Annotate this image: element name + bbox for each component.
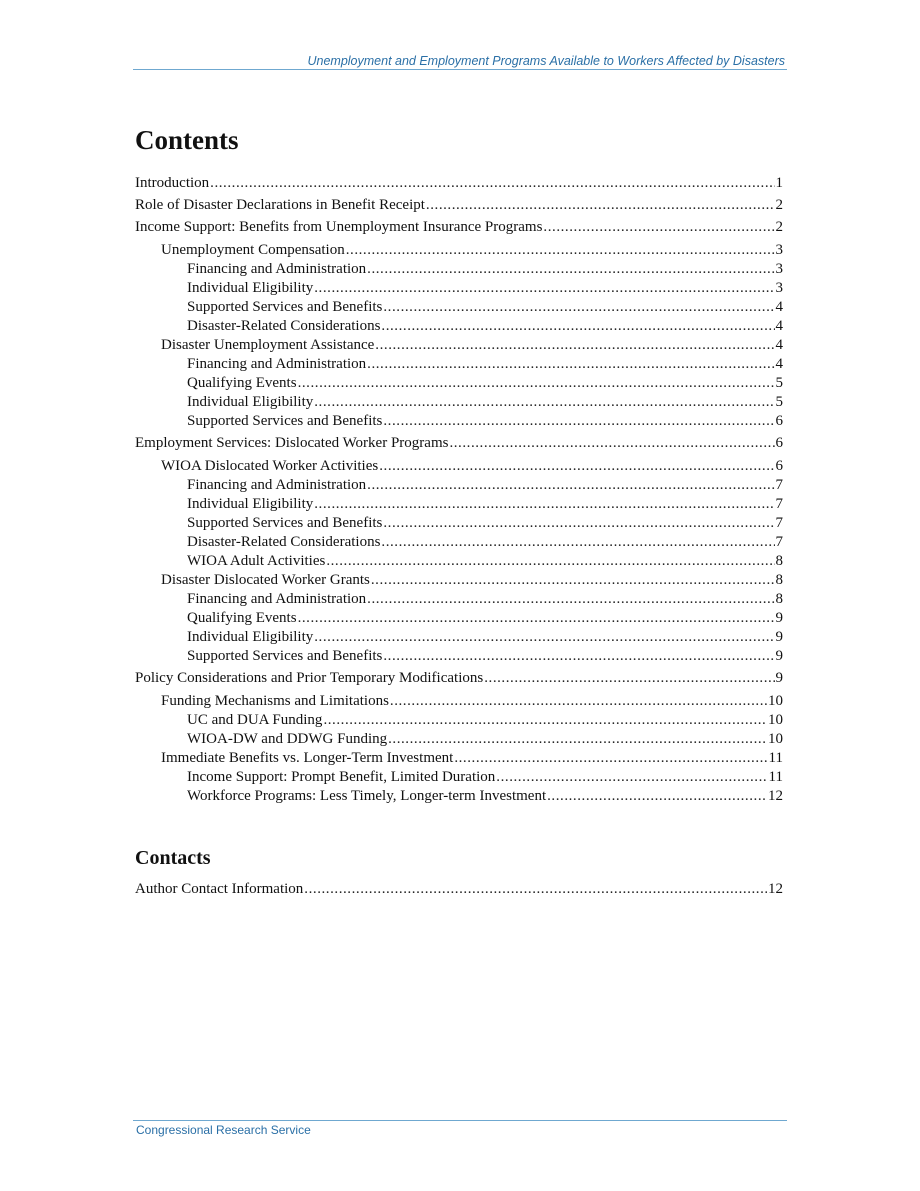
toc-dot-leader (210, 174, 774, 193)
toc-page-number: 12 (768, 788, 783, 804)
toc-dot-leader (383, 412, 774, 431)
toc-entry-title: UC and DUA Funding (187, 712, 323, 728)
toc-entry-title: Disaster Unemployment Assistance (161, 337, 375, 353)
toc-dot-leader (314, 279, 774, 298)
toc-entry-title: Author Contact Information (135, 881, 304, 897)
toc-page-number: 10 (768, 693, 783, 709)
toc-entry[interactable] (161, 457, 783, 476)
toc-entry[interactable] (187, 514, 783, 533)
footer-divider (133, 1120, 787, 1121)
toc-page-number: 4 (775, 337, 783, 353)
toc-entry[interactable] (187, 298, 783, 317)
toc-entry[interactable] (187, 533, 783, 552)
toc-entry-title: Financing and Administration (187, 477, 367, 493)
toc-entry-title: Supported Services and Benefits (187, 299, 383, 315)
toc-dot-leader (367, 355, 774, 374)
toc-page-number: 9 (775, 670, 783, 686)
toc-entry-title: Income Support: Benefits from Unemployment Insurance Programs (135, 219, 543, 235)
toc-page-number: 11 (768, 769, 783, 785)
toc-dot-leader (454, 749, 767, 768)
toc-entry-title: Qualifying Events (187, 375, 297, 391)
toc-dot-leader (381, 533, 774, 552)
toc-entry-title: Immediate Benefits vs. Longer-Term Investment (161, 750, 454, 766)
toc-page-number: 5 (775, 394, 783, 410)
toc-page-number: 7 (775, 496, 783, 512)
toc-dot-leader (314, 393, 774, 412)
toc-entry[interactable] (161, 336, 783, 355)
toc-entry[interactable] (135, 434, 783, 453)
toc-entry-title: Role of Disaster Declarations in Benefit Receipt (135, 197, 425, 213)
toc-entry-title: Financing and Administration (187, 356, 367, 372)
toc-entry[interactable] (135, 174, 783, 193)
toc-dot-leader (298, 374, 775, 393)
toc-dot-leader (388, 730, 767, 749)
toc-page-number: 12 (768, 881, 783, 897)
toc-dot-leader (426, 196, 775, 215)
toc-page-number: 9 (775, 610, 783, 626)
toc-dot-leader (304, 880, 767, 899)
toc-entry-title: Financing and Administration (187, 261, 367, 277)
toc-page-number: 8 (775, 591, 783, 607)
toc-page-number: 10 (768, 731, 783, 747)
toc-entry[interactable] (187, 260, 783, 279)
toc-entry[interactable] (135, 669, 783, 688)
toc-entry[interactable] (187, 412, 783, 431)
toc-page-number: 9 (775, 648, 783, 664)
toc-page-number: 5 (775, 375, 783, 391)
toc-entry-title: Policy Considerations and Prior Temporary Modifications (135, 670, 484, 686)
toc-page-number: 8 (775, 572, 783, 588)
toc-entry[interactable] (135, 196, 783, 215)
toc-entry[interactable] (187, 552, 783, 571)
toc-entry-title: Disaster-Related Considerations (187, 534, 381, 550)
toc-entry-title: Individual Eligibility (187, 496, 314, 512)
toc-dot-leader (371, 571, 775, 590)
toc-entry[interactable] (187, 590, 783, 609)
toc-dot-leader (381, 317, 774, 336)
toc-dot-leader (367, 260, 774, 279)
running-header: Unemployment and Employment Programs Available to Workers Affected by Disasters (307, 54, 785, 68)
toc-dot-leader (547, 787, 767, 806)
toc-entry[interactable] (187, 495, 783, 514)
toc-dot-leader (314, 628, 774, 647)
toc-dot-leader (346, 241, 775, 260)
toc-entry-title: Employment Services: Dislocated Worker Programs (135, 435, 449, 451)
toc-entry-title: Individual Eligibility (187, 394, 314, 410)
toc-entry-title: Funding Mechanisms and Limitations (161, 693, 389, 709)
toc-entry[interactable] (161, 692, 783, 711)
toc-entry-title: Unemployment Compensation (161, 242, 345, 258)
toc-entry-title: Disaster-Related Considerations (187, 318, 381, 334)
toc-entry-title: WIOA-DW and DDWG Funding (187, 731, 388, 747)
toc-entry[interactable] (161, 571, 783, 590)
footer-organization: Congressional Research Service (136, 1123, 311, 1137)
toc-dot-leader (326, 552, 774, 571)
toc-entry[interactable] (187, 647, 783, 666)
toc-page-number: 7 (775, 515, 783, 531)
toc-entry[interactable] (187, 730, 783, 749)
toc-dot-leader (379, 457, 774, 476)
header-divider (133, 69, 787, 70)
toc-entry[interactable] (187, 768, 783, 787)
toc-entry[interactable] (187, 279, 783, 298)
toc-dot-leader (367, 590, 774, 609)
toc-entry[interactable] (187, 711, 783, 730)
toc-dot-leader (383, 298, 774, 317)
toc-entry[interactable] (161, 749, 783, 768)
toc-dot-leader (449, 434, 774, 453)
toc-entry[interactable] (187, 787, 783, 806)
toc-entry-title: WIOA Adult Activities (187, 553, 326, 569)
toc-entry-title: Individual Eligibility (187, 280, 314, 296)
toc-entry[interactable] (135, 218, 783, 237)
toc-dot-leader (383, 514, 774, 533)
toc-entry-title: Supported Services and Benefits (187, 648, 383, 664)
toc-page-number: 6 (775, 435, 783, 451)
toc-page-number: 3 (775, 242, 783, 258)
toc-dot-leader (484, 669, 774, 688)
toc-page-number: 9 (775, 629, 783, 645)
toc-page-number: 1 (775, 175, 783, 191)
toc-dot-leader (383, 647, 774, 666)
toc-page-number: 4 (775, 356, 783, 372)
toc-entry-title: Financing and Administration (187, 591, 367, 607)
toc-entry[interactable] (187, 393, 783, 412)
contents-heading: Contents (135, 125, 239, 155)
toc-entry[interactable] (135, 880, 783, 899)
toc-entry-title: WIOA Dislocated Worker Activities (161, 458, 379, 474)
toc-entry-title: Disaster Dislocated Worker Grants (161, 572, 370, 588)
toc-dot-leader (298, 609, 775, 628)
toc-page-number: 2 (775, 197, 783, 213)
toc-entry-title: Income Support: Prompt Benefit, Limited Duration (187, 769, 496, 785)
toc-entry-title: Supported Services and Benefits (187, 515, 383, 531)
contacts-heading: Contacts (135, 847, 211, 869)
toc-entry-title: Qualifying Events (187, 610, 297, 626)
toc-entry-title: Individual Eligibility (187, 629, 314, 645)
toc-dot-leader (367, 476, 774, 495)
toc-entry[interactable] (161, 241, 783, 260)
toc-page-number: 3 (775, 261, 783, 277)
toc-page-number: 6 (775, 413, 783, 429)
toc-dot-leader (323, 711, 767, 730)
toc-page-number: 4 (775, 318, 783, 334)
toc-dot-leader (496, 768, 767, 787)
toc-dot-leader (543, 218, 774, 237)
toc-entry[interactable] (187, 355, 783, 374)
toc-page-number: 11 (768, 750, 783, 766)
toc-page-number: 6 (775, 458, 783, 474)
toc-entry-title: Workforce Programs: Less Timely, Longer-term Investment (187, 788, 547, 804)
toc-dot-leader (390, 692, 767, 711)
toc-page-number: 10 (768, 712, 783, 728)
toc-entry[interactable] (187, 374, 783, 393)
toc-entry[interactable] (187, 628, 783, 647)
toc-entry[interactable] (187, 317, 783, 336)
toc-dot-leader (375, 336, 774, 355)
toc-page-number: 8 (775, 553, 783, 569)
toc-entry-title: Introduction (135, 175, 210, 191)
toc-entry[interactable] (187, 609, 783, 628)
toc-page-number: 2 (775, 219, 783, 235)
toc-page-number: 7 (775, 534, 783, 550)
toc-entry-title: Supported Services and Benefits (187, 413, 383, 429)
toc-page-number: 7 (775, 477, 783, 493)
toc-entry[interactable] (187, 476, 783, 495)
toc-page-number: 4 (775, 299, 783, 315)
toc-page-number: 3 (775, 280, 783, 296)
toc-dot-leader (314, 495, 774, 514)
